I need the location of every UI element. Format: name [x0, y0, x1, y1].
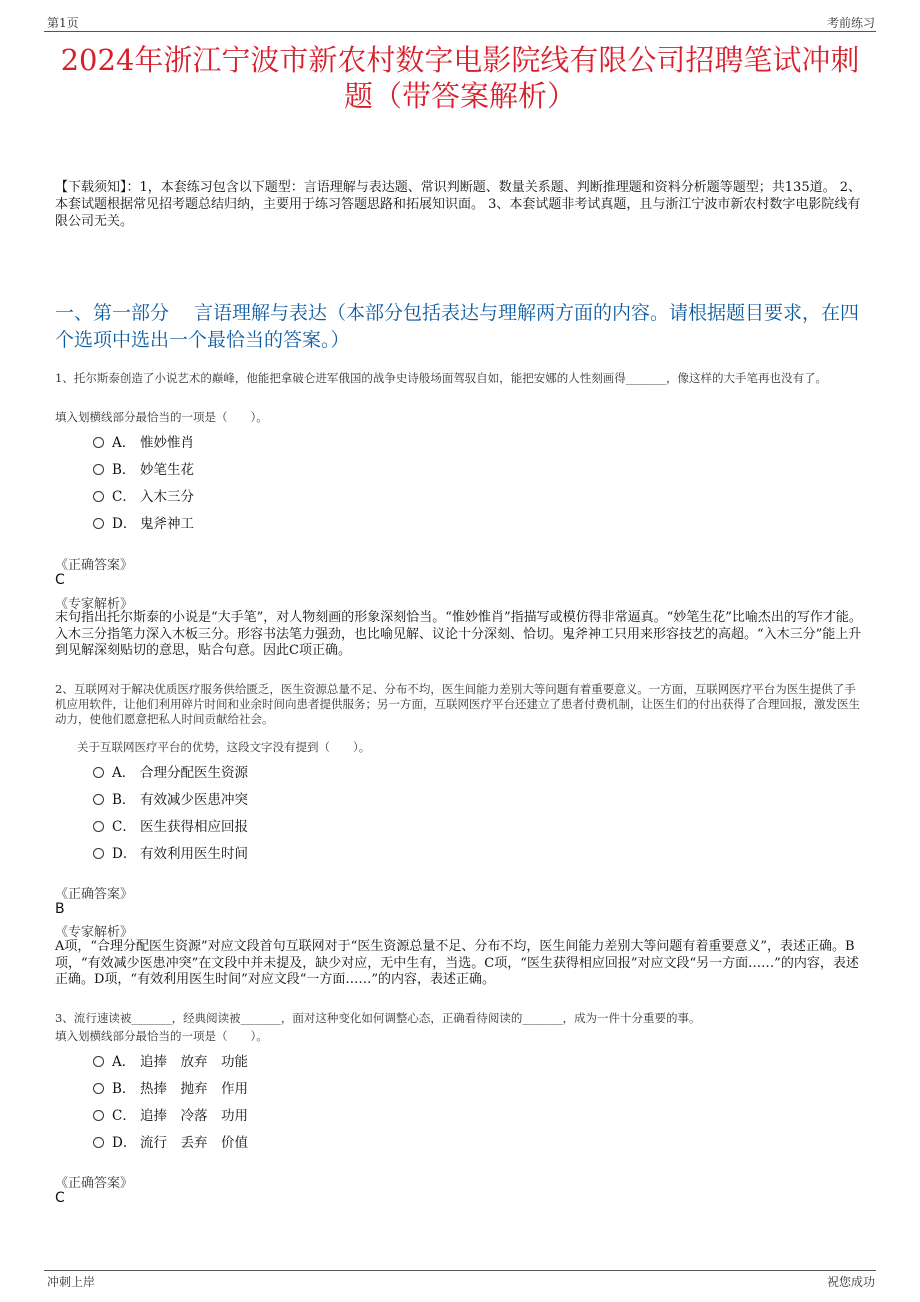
radio-icon[interactable]	[93, 1110, 104, 1121]
question-2-answer: B	[55, 901, 65, 917]
question-2-prompt: 关于互联网医疗平台的优势，这段文字没有提到（ ）。	[77, 740, 371, 754]
radio-icon[interactable]	[93, 1056, 104, 1067]
question-3-answer: C	[55, 1190, 65, 1206]
footer-right-label: 祝您成功	[826, 1275, 875, 1289]
option-c[interactable]: C． 入木三分	[93, 485, 194, 505]
header-divider	[44, 31, 876, 32]
footer-left-label: 冲刺上岸	[47, 1275, 96, 1289]
option-a[interactable]: A． 追捧 放弃 功能	[93, 1050, 248, 1070]
question-1-stem: 1、托尔斯泰创造了小说艺术的巅峰，他能把拿破仑进军俄国的战争史诗般场面驾驭自如，能把安娜的人性刻画得_______，像这样的大手笔再也没有了。	[55, 371, 828, 385]
explanation-label: 《专家解析》	[55, 597, 134, 612]
radio-icon[interactable]	[93, 1137, 104, 1148]
footer-divider	[44, 1270, 876, 1271]
option-b[interactable]: B． 有效减少医患冲突	[93, 788, 248, 808]
answer-label: 《正确答案》	[55, 558, 134, 573]
radio-icon[interactable]	[93, 464, 104, 475]
radio-icon[interactable]	[93, 767, 104, 778]
option-a[interactable]: A． 合理分配医生资源	[93, 761, 248, 781]
question-1-explanation: 末句指出托尔斯泰的小说是“大手笔”，对人物刻画的形象深刻恰当。“惟妙惟肖”指描写或模仿得非常逼真。“妙笔生花”比喻杰出的写作才能。入木三分指笔力深入木板三分。形容书法笔力强劲，也比喻见解、议论十分深刻、恰切。鬼斧神工只用来形容技艺的高超。“入木三分”能上升到见解深刻贴切的意思，贴合句意。因此C项正确。	[55, 610, 862, 658]
radio-icon[interactable]	[93, 518, 104, 529]
radio-icon[interactable]	[93, 491, 104, 502]
question-2-stem: 2、互联网对于解决优质医疗服务供给匮乏，医生资源总量不足、分布不均，医生间能力差别大等问题有着重要意义。一方面，互联网医疗平台为医生提供了手机应用软件，让他们利用碎片时间和业余时间向患者提供服务；另一方面，互联网医疗平台还建立了患者付费机制，让医生们的付出获得了合理回报，激发医生动力，使他们愿意把私人时间贡献给社会。	[55, 682, 860, 726]
document-title: 2024年浙江宁波市新农村数字电影院线有限公司招聘笔试冲刺题（带答案解析）	[60, 43, 860, 113]
radio-icon[interactable]	[93, 437, 104, 448]
radio-icon[interactable]	[93, 821, 104, 832]
option-c[interactable]: C． 医生获得相应回报	[93, 815, 248, 835]
header-right-label: 考前练习	[826, 16, 875, 30]
radio-icon[interactable]	[93, 794, 104, 805]
question-2-explanation: A项，“合理分配医生资源”对应文段首句互联网对于“医生资源总量不足、分布不均，医生间能力差别大等问题有着重要意义”，表述正确。B项，“有效减少医患冲突”在文段中并未提及，缺少对应，无中生有，当选。C项，“医生获得相应回报”对应文段“另一方面……”的内容，表述正确。D项，“有效利用医生时间”对应文段“一方面……”的内容，表述正确。	[55, 939, 859, 987]
radio-icon[interactable]	[93, 848, 104, 859]
option-d[interactable]: D． 流行 丢弃 价值	[93, 1131, 248, 1151]
option-a[interactable]: A． 惟妙惟肖	[93, 431, 194, 451]
answer-label: 《正确答案》	[55, 1176, 134, 1191]
page-number: 第1页	[47, 16, 79, 30]
option-d[interactable]: D． 有效利用医生时间	[93, 842, 248, 862]
section-heading: 一、第一部分 言语理解与表达（本部分包括表达与理解两方面的内容。请根据题目要求，在四个选项中选出一个最恰当的答案。）	[55, 302, 860, 351]
answer-label: 《正确答案》	[55, 887, 134, 902]
question-1-prompt: 填入划横线部分最恰当的一项是（ ）。	[55, 410, 268, 424]
option-b[interactable]: B． 热捧 抛弃 作用	[93, 1077, 248, 1097]
question-3-prompt: 填入划横线部分最恰当的一项是（ ）。	[55, 1029, 268, 1043]
explanation-label: 《专家解析》	[55, 925, 134, 940]
radio-icon[interactable]	[93, 1083, 104, 1094]
option-b[interactable]: B． 妙笔生花	[93, 458, 194, 478]
download-notice: 【下载须知】：1，本套练习包含以下题型：言语理解与表达题、常识判断题、数量关系题、判断推理题和资料分析题等题型；共135道。 2、本套试题根据常见招考题总结归纳，主要用于练习答题思路和拓展知识面。 3、本套试题非考试真题，且与浙江宁波市新农村数字电影院线有限公司无关。	[55, 180, 861, 229]
option-d[interactable]: D． 鬼斧神工	[93, 512, 194, 532]
question-1-answer: C	[55, 572, 65, 588]
question-3-stem: 3、流行速读被_______，经典阅读被_______，面对这种变化如何调整心态，正确看待阅读的_______，成为一件十分重要的事。	[55, 1011, 701, 1025]
option-c[interactable]: C． 追捧 冷落 功用	[93, 1104, 248, 1124]
